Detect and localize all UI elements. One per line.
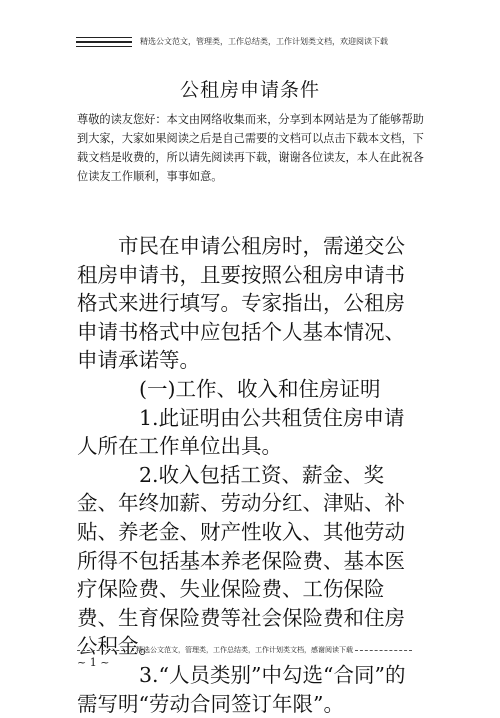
page-title: 公租房申请条件 (179, 79, 320, 101)
footer-rule (77, 645, 412, 655)
header-rule (76, 37, 132, 38)
body-paragraph: 2.收入包括工资、薪金、奖金、年终加薪、劳动分红、津贴、补贴、养老金、财产性收入、其他劳动所得不包括基本养老保险费、基本医疗保险费、失业保险费、工伤保险费、生育保险费等社会保险费和住房公积金。 (77, 462, 405, 659)
header-rule (76, 41, 132, 43)
header-rule (76, 46, 132, 47)
body-paragraph: 3.“人员类别”中勾选“合同”的需写明“劳动合同签订年限”。 (77, 662, 406, 716)
footer-dash-right (355, 650, 412, 651)
header-text: 精选公文范文，管理类，工作总结类，工作计划类文档，欢迎阅读下载 (140, 37, 388, 46)
section-heading: (一)工作、收入和住房证明 (139, 376, 381, 401)
footer-text: 精选公文范文，管理类，工作总结类，工作计划类文档，感谢阅读下载 (136, 646, 353, 654)
footer-dash-left (77, 650, 134, 651)
page-number: ~ 1 ~ (77, 656, 110, 669)
body-paragraph: 1.此证明由公共租赁住房申请人所在工作单位出具。 (77, 405, 405, 459)
header-decoration (76, 37, 132, 50)
body-paragraph: 市民在申请公租房时，需递交公租房申请书，且要按照公租房申请书格式来进行填写。专家指出，公租房申请书格式中应包括个人基本情况、申请承诺等。 (77, 234, 405, 373)
intro-paragraph: 尊敬的读友您好：本文由网络收集而来，分享到本网站是为了能够帮助到大家，大家如果阅读之后是自己需要的文档可以点击下载本文档，下载文档是收费的，所以请先阅读再下载，谢谢各位读友，本人在此祝各位读友工作顺利，事事如意。 (77, 113, 424, 183)
